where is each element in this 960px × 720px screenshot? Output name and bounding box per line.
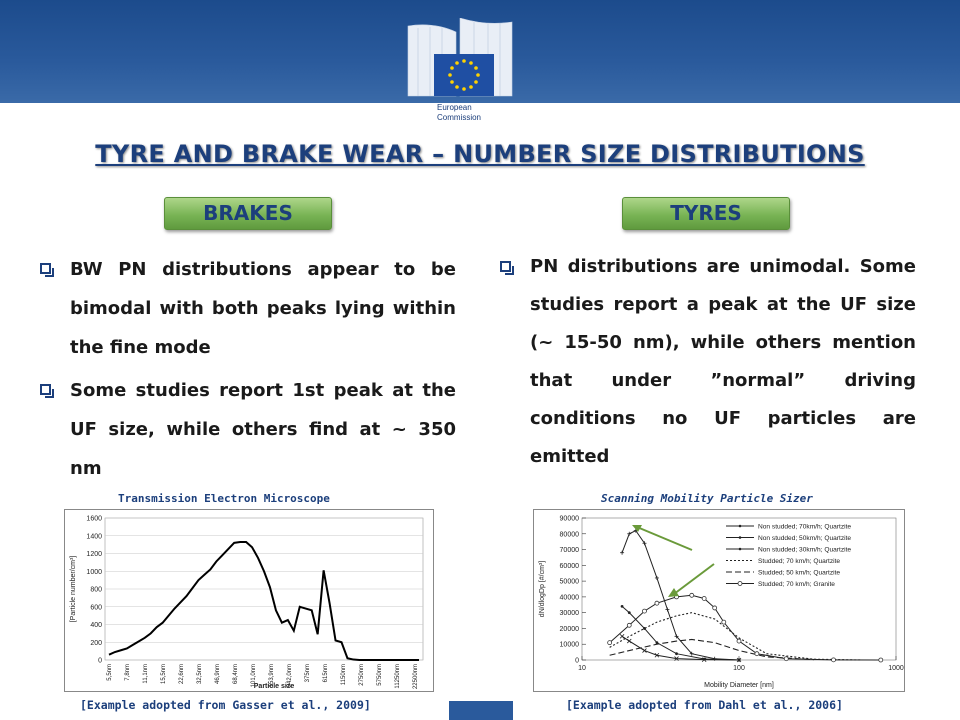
y-tick-label: 0 xyxy=(98,657,102,665)
y-tick-label: 80000 xyxy=(559,531,579,539)
data-point xyxy=(655,601,659,605)
x-axis-label: Particle size xyxy=(253,683,295,690)
x-tick-label: 2750nm xyxy=(359,664,365,686)
footer-block xyxy=(449,701,513,720)
data-point xyxy=(879,658,883,662)
data-point xyxy=(702,596,706,600)
y-axis-label: [Particle number/cm³] xyxy=(70,555,77,623)
y-tick-label: 40000 xyxy=(559,594,579,602)
y-tick-label: 30000 xyxy=(559,610,579,618)
brakes-source: [Example adopted from Gasser et al., 2009] xyxy=(80,698,371,712)
data-point xyxy=(608,641,612,645)
data-point xyxy=(722,620,726,624)
brakes-bullet-2-text: Some studies report 1st peak at the UF size, while others find at ~ 350 nm xyxy=(70,380,456,479)
x-tick-label: 68,4nm xyxy=(233,664,239,685)
checkbox-bullet-icon xyxy=(40,384,51,395)
x-tick-label: 7,8nm xyxy=(125,664,131,681)
x-tick-label: 22500nm xyxy=(413,664,419,690)
tyres-header-button: TYRES xyxy=(622,197,790,230)
y-tick-label: 60000 xyxy=(559,562,579,570)
tyres-bullet-1 xyxy=(498,248,916,476)
legend-label: Studded; 70 km/h; Quartzite xyxy=(758,558,841,565)
x-tick-label: 46,9nm xyxy=(215,664,221,685)
x-tick-label: 242,0nm xyxy=(287,664,293,688)
tyres-chart-frame xyxy=(533,509,905,692)
x-tick-label: 101,0nm xyxy=(251,664,257,688)
x-tick-label: 32,5nm xyxy=(197,664,203,685)
data-point xyxy=(621,605,624,608)
tyres-size-distribution-chart xyxy=(534,510,904,691)
x-tick-label: 22,6nm xyxy=(179,664,185,685)
data-point xyxy=(737,639,741,643)
x-tick-label: 1000 xyxy=(888,665,904,672)
data-point xyxy=(784,657,788,661)
org-name-line1: European xyxy=(437,103,472,112)
x-tick-label: 1150nm xyxy=(341,664,347,686)
data-point xyxy=(832,658,836,662)
y-tick-label: 1200 xyxy=(86,551,102,558)
y-tick-label: 800 xyxy=(90,586,102,594)
legend-label: Studded; 50 km/h; Quartzite xyxy=(758,569,841,577)
org-name-line2: Commission xyxy=(437,113,482,122)
tyres-bullet-1-text: PN distributions are unimodal. Some studies report a peak at the UF size (~ 15-50 nm), while others mention that under ”normal” driving conditions no UF particles are emitted xyxy=(530,256,916,467)
tyres-source: [Example adopted from Dahl et al., 2006] xyxy=(566,698,843,712)
org-name xyxy=(437,103,481,123)
y-tick-label: 1400 xyxy=(86,533,102,541)
y-tick-label: 1600 xyxy=(86,515,102,523)
checkbox-bullet-icon xyxy=(500,261,511,272)
y-axis-label: dN/dlogDp [#/cm³] xyxy=(539,560,546,618)
brakes-header-button: BRAKES xyxy=(164,197,332,230)
brakes-size-distribution-chart xyxy=(65,510,433,691)
legend-marker xyxy=(738,582,742,586)
slide-title: TYRE AND BRAKE WEAR – NUMBER SIZE DISTRIBUTIONS xyxy=(95,140,865,168)
y-tick-label: 50000 xyxy=(559,578,579,586)
y-tick-label: 1000 xyxy=(86,568,102,576)
y-tick-label: 20000 xyxy=(559,625,579,633)
data-point xyxy=(628,611,631,614)
y-tick-label: 10000 xyxy=(559,641,579,649)
tyres-bullet-list xyxy=(498,248,916,476)
x-tick-label: 10 xyxy=(578,665,586,672)
brakes-chart-frame xyxy=(64,509,434,692)
data-point xyxy=(690,593,694,597)
y-tick-label: 70000 xyxy=(559,547,579,555)
x-axis-label: Mobility Diameter [nm] xyxy=(704,682,774,689)
brakes-bullet-list xyxy=(38,250,456,488)
x-tick-label: 11,1nm xyxy=(143,664,149,684)
y-tick-label: 200 xyxy=(90,639,102,647)
x-tick-label: 100 xyxy=(733,665,745,672)
eu-flag-icon xyxy=(434,54,494,96)
y-tick-label: 600 xyxy=(90,604,102,612)
checkbox-bullet-icon xyxy=(40,263,51,274)
x-tick-label: 375nm xyxy=(305,664,311,683)
x-tick-label: 11250nm xyxy=(395,664,401,689)
y-tick-label: 400 xyxy=(90,622,102,629)
data-point xyxy=(627,623,631,627)
x-tick-label: 153,9nm xyxy=(269,664,275,688)
x-tick-label: 615nm xyxy=(323,664,329,683)
brakes-bullet-2 xyxy=(38,371,456,488)
legend-marker xyxy=(739,525,742,528)
x-tick-label: 15,5nm xyxy=(161,664,167,685)
y-tick-label: 90000 xyxy=(559,515,579,523)
data-point xyxy=(675,652,678,655)
legend-marker xyxy=(739,548,742,551)
x-tick-label: 5,5nm xyxy=(107,664,113,681)
y-tick-label: 0 xyxy=(575,657,579,665)
legend-label: Studded; 70 km/h; Granite xyxy=(758,581,835,588)
x-tick-label: 5750nm xyxy=(377,664,383,686)
legend-label: Non studded; 70km/h; Quartzite xyxy=(758,523,852,531)
data-point xyxy=(713,606,717,610)
legend-label: Non studded; 50km/h; Quartzite xyxy=(758,535,852,542)
brakes-bullet-1 xyxy=(38,250,456,367)
brakes-bullet-1-text: BW PN distributions appear to be bimodal with both peaks lying within the fine mode xyxy=(70,259,456,358)
data-point xyxy=(642,609,646,613)
legend-label: Non studded; 30km/h; Quartzite xyxy=(758,546,852,554)
tyres-figure-caption: Scanning Mobility Particle Sizer xyxy=(601,492,813,505)
data-point xyxy=(755,652,759,656)
brakes-figure-caption: Transmission Electron Microscope xyxy=(118,492,330,505)
legend-marker xyxy=(739,536,742,539)
